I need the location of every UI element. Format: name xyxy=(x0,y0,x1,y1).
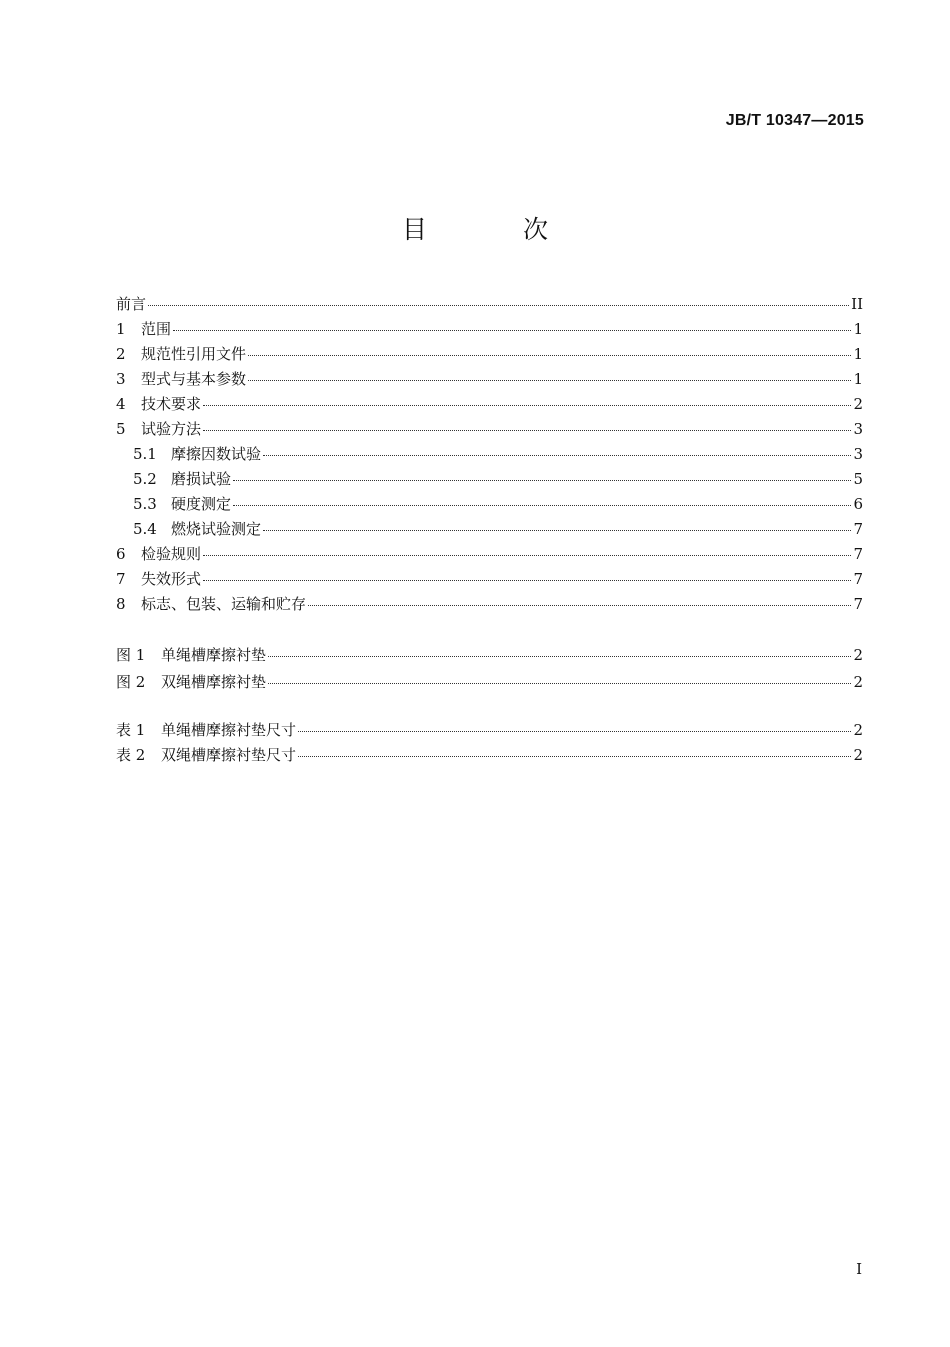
toc-leader xyxy=(308,605,851,606)
toc-leader xyxy=(248,380,851,381)
toc-label: 硬度测定 xyxy=(171,495,232,513)
toc-page: 7 xyxy=(853,595,863,613)
table-page: 2 xyxy=(853,721,863,739)
toc-label: 技术要求 xyxy=(141,395,202,413)
toc-number: 5.4 xyxy=(133,520,157,538)
toc-page: 7 xyxy=(853,520,863,538)
toc-label: 失效形式 xyxy=(141,570,202,588)
table-label: 单绳槽摩擦衬垫尺寸 xyxy=(161,721,297,739)
standard-code: JB/T 10347—2015 xyxy=(725,112,864,129)
table-number: 表 1 xyxy=(116,721,146,739)
toc-entry-8[interactable] xyxy=(116,593,863,615)
toc-entry-6[interactable] xyxy=(116,543,863,565)
toc-number: 1 xyxy=(116,320,126,338)
toc-leader xyxy=(268,656,851,657)
figure-number: 图 1 xyxy=(116,646,146,664)
toc-number: 5 xyxy=(116,420,126,438)
toc-label: 标志、包装、运输和贮存 xyxy=(141,595,307,613)
toc-number: 5.3 xyxy=(133,495,157,513)
table-entry-2[interactable] xyxy=(116,744,863,766)
toc-leader xyxy=(298,756,851,757)
toc-label: 燃烧试验测定 xyxy=(171,520,262,538)
toc-entry-5-1[interactable] xyxy=(133,443,863,465)
toc-entry-7[interactable] xyxy=(116,568,863,590)
page-title: 目 次 xyxy=(402,215,592,244)
toc-page: II xyxy=(851,295,863,313)
toc-page: 1 xyxy=(853,345,863,363)
toc-leader xyxy=(248,355,851,356)
toc-page: 6 xyxy=(853,495,863,513)
toc-entry-5-3[interactable] xyxy=(133,493,863,515)
toc-leader xyxy=(233,505,851,506)
toc-page: 1 xyxy=(853,370,863,388)
table-number: 表 2 xyxy=(116,746,146,764)
toc-entry-2[interactable] xyxy=(116,343,863,365)
toc-entry-5[interactable] xyxy=(116,418,863,440)
toc-page: 7 xyxy=(853,570,863,588)
figure-page: 2 xyxy=(853,646,863,664)
figure-page: 2 xyxy=(853,673,863,691)
toc-number: 7 xyxy=(116,570,126,588)
toc-page: 7 xyxy=(853,545,863,563)
toc-label: 检验规则 xyxy=(141,545,202,563)
toc-label: 磨损试验 xyxy=(171,470,232,488)
toc-entry-3[interactable] xyxy=(116,368,863,390)
figure-entry-2[interactable] xyxy=(116,671,863,693)
toc-entry-5-2[interactable] xyxy=(133,468,863,490)
figure-label: 双绳槽摩擦衬垫 xyxy=(161,673,267,691)
toc-page: 5 xyxy=(853,470,863,488)
toc-leader xyxy=(298,731,851,732)
toc-leader xyxy=(148,305,849,306)
toc-number: 5.2 xyxy=(133,470,157,488)
toc-leader xyxy=(203,405,851,406)
toc-label: 摩擦因数试验 xyxy=(171,445,262,463)
toc-leader xyxy=(203,580,851,581)
toc-entry-4[interactable] xyxy=(116,393,863,415)
page-number: I xyxy=(856,1260,862,1278)
toc-number: 5.1 xyxy=(133,445,157,463)
toc-number: 4 xyxy=(116,395,126,413)
toc-leader xyxy=(173,330,851,331)
toc-label: 规范性引用文件 xyxy=(141,345,247,363)
toc-label: 试验方法 xyxy=(141,420,202,438)
toc-leader xyxy=(263,455,851,456)
toc-label: 型式与基本参数 xyxy=(141,370,247,388)
toc-label: 范围 xyxy=(141,320,172,338)
table-entry-1[interactable] xyxy=(116,719,863,741)
table-label: 双绳槽摩擦衬垫尺寸 xyxy=(161,746,297,764)
toc-page: 2 xyxy=(853,395,863,413)
toc-number: 3 xyxy=(116,370,126,388)
toc-leader xyxy=(263,530,851,531)
toc-leader xyxy=(203,430,851,431)
toc-number: 2 xyxy=(116,345,126,363)
toc-page: 1 xyxy=(853,320,863,338)
toc-number: 6 xyxy=(116,545,126,563)
toc-leader xyxy=(268,683,851,684)
toc-leader xyxy=(203,555,851,556)
toc-label: 前言 xyxy=(116,295,147,313)
figure-label: 单绳槽摩擦衬垫 xyxy=(161,646,267,664)
toc-leader xyxy=(233,480,851,481)
table-page: 2 xyxy=(853,746,863,764)
figure-number: 图 2 xyxy=(116,673,146,691)
toc-number: 8 xyxy=(116,595,126,613)
toc-entry-foreword[interactable] xyxy=(116,293,863,315)
toc-page: 3 xyxy=(853,445,863,463)
toc-page: 3 xyxy=(853,420,863,438)
figure-entry-1[interactable] xyxy=(116,644,863,666)
toc-entry-5-4[interactable] xyxy=(133,518,863,540)
toc-entry-1[interactable] xyxy=(116,318,863,340)
